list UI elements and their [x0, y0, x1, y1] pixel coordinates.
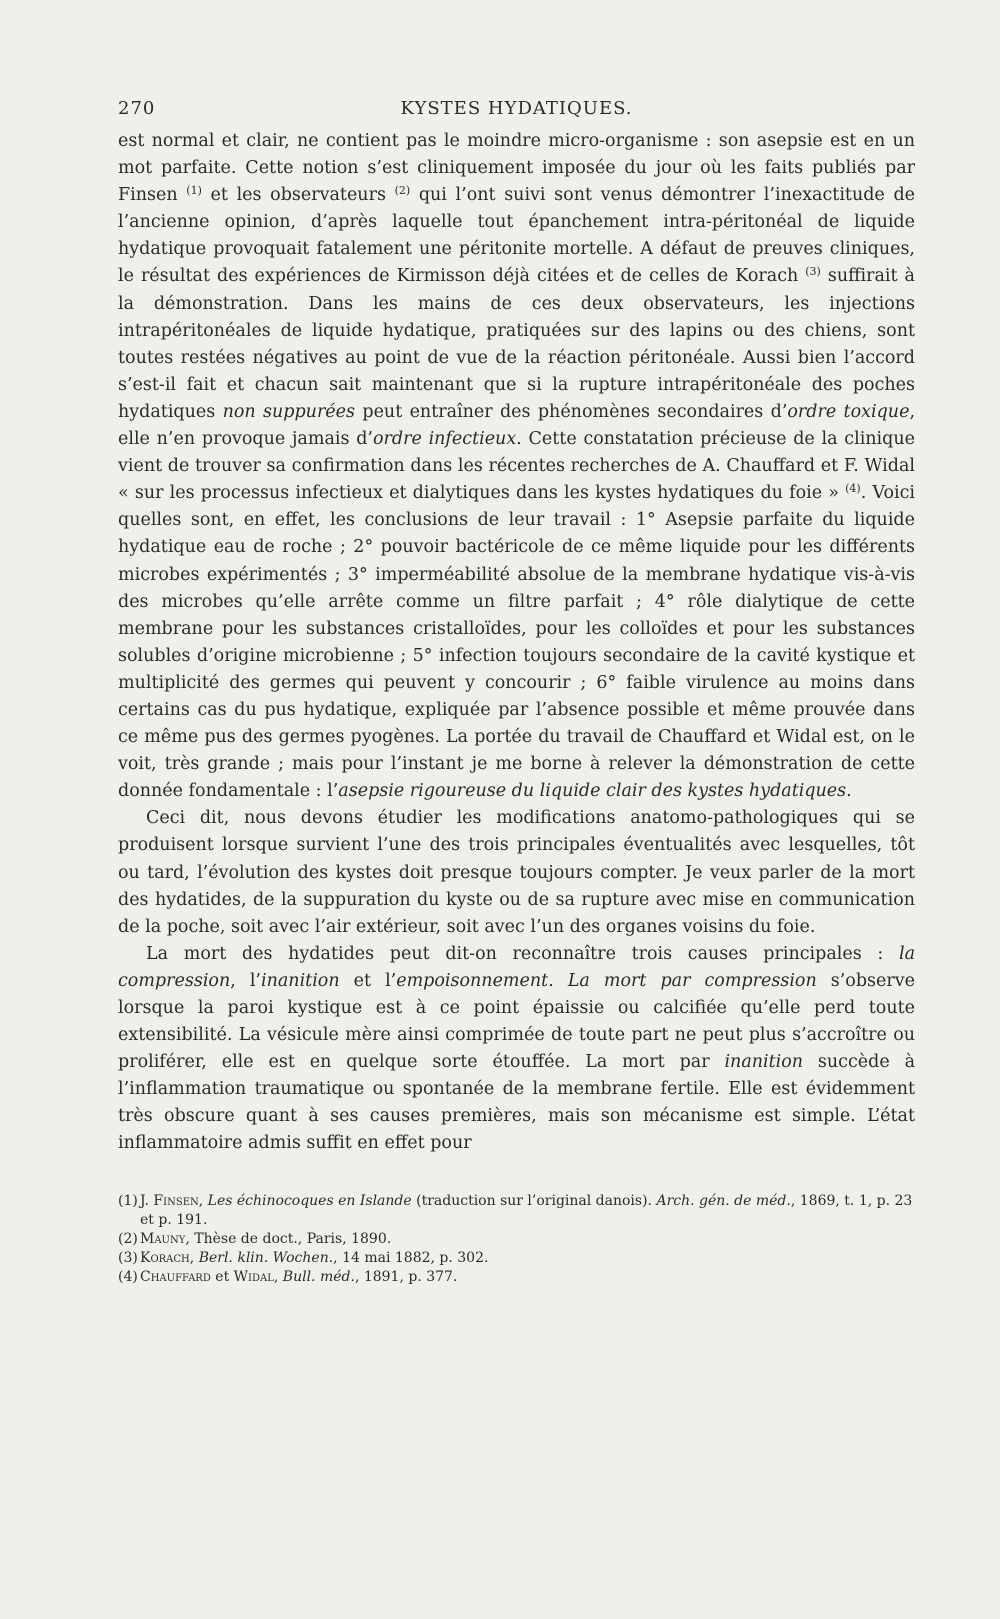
footnote-author: J. Finsen,: [140, 1192, 204, 1209]
text-run: , elle n’en provoque jamais d’: [118, 401, 916, 450]
main-text: [118, 128, 915, 1158]
text-run: .: [548, 970, 568, 991]
footnote-mid: (traduction sur l’original danois).: [411, 1192, 657, 1209]
footnote-ref-3: (3): [805, 265, 821, 279]
footnote-rest: , 14 mai 1882, p. 302.: [333, 1249, 489, 1266]
text-run: et l’: [339, 970, 397, 991]
italic-run: asepsie rigoureuse du liquide clair des kystes hydatiques: [338, 781, 847, 802]
footnote-4: [118, 1268, 915, 1287]
footnote-mid: et: [210, 1268, 234, 1285]
footnote-author: Mauny,: [140, 1230, 190, 1247]
text-run: La mort des hydatides peut dit-on reconnaître trois causes principales :: [146, 943, 899, 964]
footnote-ref-2: (2): [394, 184, 411, 198]
italic-run: La mort par compression: [567, 970, 817, 991]
text-run: peut entraîner des phénomènes secondaires d’: [355, 401, 788, 422]
footnote-text: [140, 1249, 915, 1268]
text-run: s’observe lorsque la paroi kystique est à ce point épaissie ou calcifiée qu’elle perd toute extensibilité. La vésicule mère ainsi comprimée de toute part ne peut plus s’accroître ou proliférer, elle est en quelque sorte étouffée. La mort par: [118, 970, 915, 1073]
footnote-2: [118, 1230, 915, 1249]
footnote-text: [140, 1192, 915, 1230]
footnote-author: Chauffard: [140, 1268, 211, 1285]
text-run: suffirait à la démonstration. Dans les mains de ces deux observateurs, les injections intrapéritonéales de liquide hydatique, pratiquées sur des lapins ou des chiens, sont toutes restées négatives au point de vue de la réaction péritonéale. Aussi bien l’accord s’est-il fait et chacun sait maintenant que si la rupture intrapéritonéale des poches hydatiques: [118, 266, 915, 422]
text-run: est normal et clair, ne contient pas le moindre micro-organisme : son asepsie est en un mot parfaite. Cette notion s’est cliniquement imposée du jour où les faits publiés par Finsen: [118, 131, 915, 206]
footnote-number: (4): [118, 1268, 138, 1285]
footnote-number: (2): [118, 1230, 138, 1247]
footnote-ref-4: (4): [845, 482, 861, 496]
footnotes: [118, 1192, 915, 1287]
footnote-journal: Berl. klin. Wochen.: [198, 1249, 334, 1266]
footnote-number: (3): [118, 1249, 138, 1266]
footnote-journal: Bull. méd.: [282, 1268, 355, 1285]
footnote-rest: , 1869, t. 1, p. 23 et p. 191.: [140, 1192, 913, 1228]
italic-run: non suppurées: [222, 401, 356, 422]
text-run: .: [846, 781, 852, 802]
footnote-title: Les échinocoques en Islande: [207, 1192, 412, 1209]
footnote-text: [140, 1268, 915, 1287]
paragraph-2: Ceci dit, nous devons étudier les modifications anatomo-pathologiques qui se produisent lorsque survient l’une des trois principales éventualités avec lesquelles, tôt ou tard, l’évolution des kystes doit presque toujours compter. Je veux parler de la mort des hydatides, de la suppuration du kyste ou de sa rupture avec mise en communication de la poche, soit avec l’air extérieur, soit avec l’un des organes voisins du foie.: [118, 808, 915, 937]
running-title: KYSTES HYDATIQUES.: [400, 98, 633, 119]
italic-run: ordre toxique: [787, 401, 910, 422]
italic-run: empoisonnement: [396, 970, 549, 991]
footnote-text: [140, 1230, 915, 1249]
italic-run: ordre infectieux: [372, 429, 517, 450]
footnote-3: [118, 1249, 915, 1268]
page-header: [118, 98, 915, 126]
text-run: et les observateurs: [201, 185, 395, 206]
page: [118, 98, 915, 1287]
footnote-author: Korach,: [140, 1249, 195, 1266]
text-run: . Cette constatation précieuse de la clinique vient de trouver sa confirmation dans les récentes recherches de A. Chauffard et F. Widal « sur les processus infectieux et dialytiques dans les kystes hydatiques du foie »: [118, 429, 915, 504]
italic-run: la compression: [118, 943, 915, 991]
text-run: succède à l’inflammation traumatique ou spontanée de la membrane fertile. Elle est évidemment très obscure quant à ses causes premières, mais son mécanisme est simple. L’état inflammatoire admis suffit en effet pour: [118, 1052, 915, 1154]
footnote-rest: , 1891, p. 377.: [354, 1268, 458, 1285]
paragraph-3: [118, 941, 915, 1158]
footnote-number: (1): [118, 1192, 138, 1209]
footnote-author-2: Widal,: [233, 1268, 279, 1285]
text-run: . Voici quelles sont, en effet, les conclusions de leur travail : 1° Asepsie parfaite du liquide hydatique eau de roche ; 2° pouvoir bactéricole de ce même liquide pour les différents microbes expérimentés ; 3° imperméabilité absolue de la membrane hydatique vis-à-vis des microbes qu’elle arrête comme un filtre parfait ; 4° rôle dialytique de cette membrane pour les substances cristalloïdes, pour les colloïdes et pour les substances solubles d’origine microbienne ; 5° infection toujours secondaire de la cavité kystique et multiplicité des germes qui peuvent y concourir ; 6° faible virulence au moins dans certains cas du pus hydatique, expliquée par l’absence possible et même prouvée dans ce même pus des germes pyogènes. La portée du travail de Chauffard et Widal est, on le voit, très grande ; mais pour l’instant je me borne à relever la démonstration de cette donnée fondamentale : l’: [118, 483, 915, 802]
paragraph-1: [118, 128, 915, 805]
italic-run: inanition: [261, 970, 340, 991]
text-run: qui l’ont suivi sont venus démontrer l’inexactitude de l’ancienne opinion, d’après laquelle tout épanchement intra-péritonéal de liquide hydatique provoquait fatalement une péritonite mortelle. A défaut de preuves cliniques, le résultat des expériences de Kirmisson déjà citées et de celles de Korach: [118, 185, 915, 287]
text-run: , l’: [230, 970, 261, 991]
footnote-rest: Thèse de doct., Paris, 1890.: [189, 1230, 392, 1247]
footnote-ref-1: (1): [186, 184, 202, 198]
page-number: 270: [118, 98, 156, 119]
footnote-journal: Arch. gén. de méd.: [656, 1192, 791, 1209]
italic-run: inanition: [724, 1052, 804, 1073]
footnote-1: [118, 1192, 915, 1230]
